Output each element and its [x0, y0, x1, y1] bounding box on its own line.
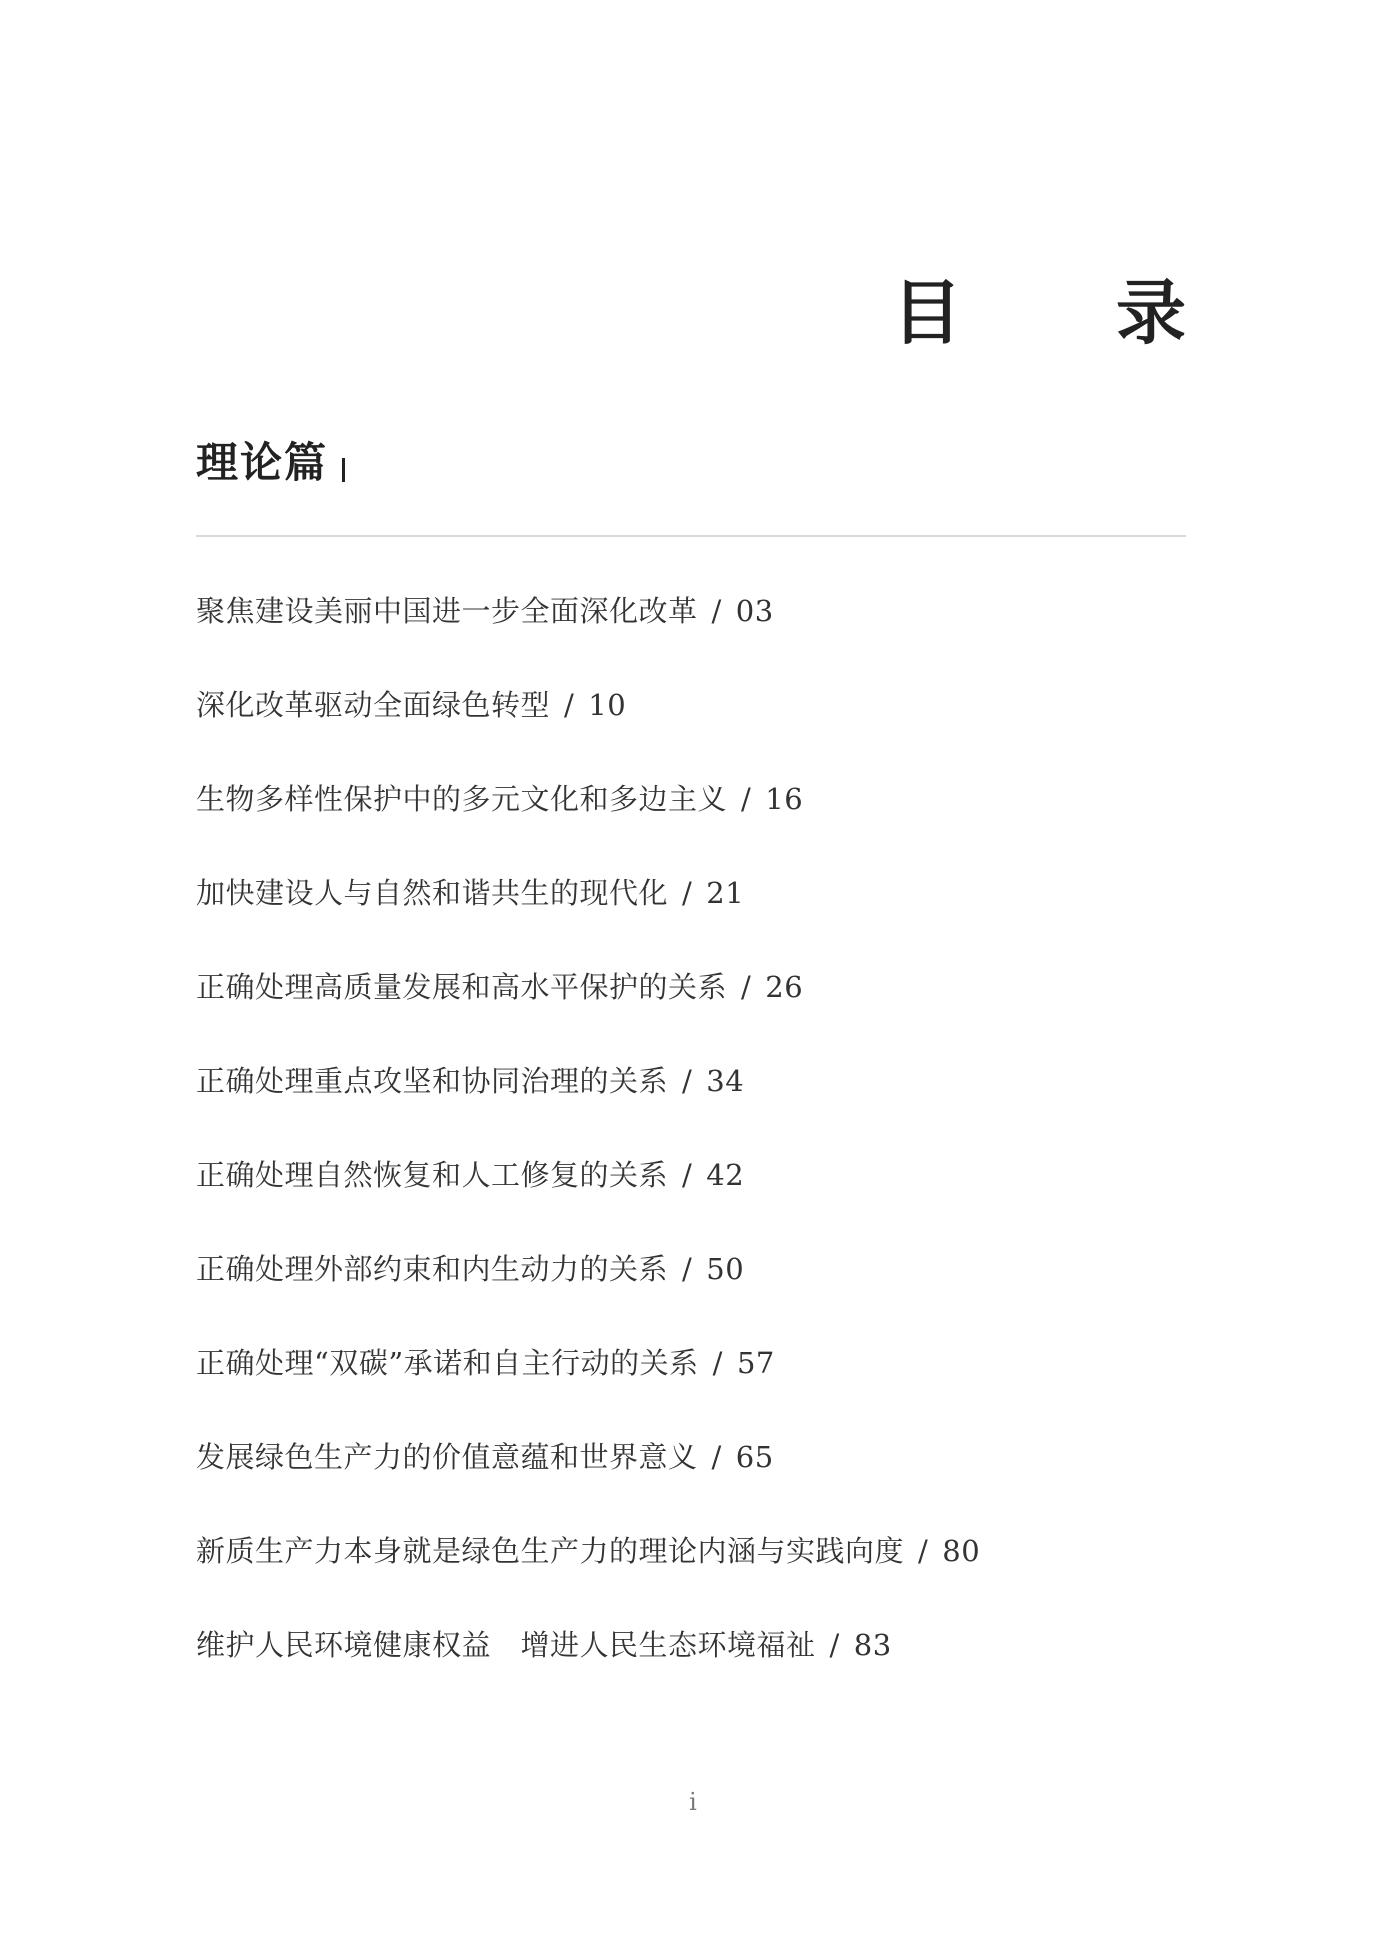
section-marker-bar: [342, 458, 345, 482]
toc-entry-page: 83: [853, 1628, 892, 1662]
toc-entry[interactable]: [196, 1343, 980, 1437]
toc-entry-title: 正确处理外部约束和内生动力的关系: [196, 1252, 669, 1286]
toc-entry[interactable]: [196, 685, 980, 779]
toc-entry-separator: /: [682, 876, 693, 910]
toc-entry-page: 42: [706, 1158, 745, 1192]
toc-entry-page: 65: [735, 1440, 774, 1474]
section-divider: [196, 535, 1186, 537]
toc-list: [196, 591, 980, 1719]
toc-entry-page: 21: [706, 876, 745, 910]
toc-entry-separator: /: [918, 1534, 929, 1568]
toc-entry-separator: /: [682, 1158, 693, 1192]
page-number: i: [689, 1788, 697, 1816]
toc-entry-title: 正确处理重点攻坚和协同治理的关系: [196, 1064, 669, 1098]
toc-entry-title: 维护人民环境健康权益 增进人民生态环境福祉: [196, 1628, 816, 1662]
toc-entry-page: 80: [942, 1534, 981, 1568]
toc-entry[interactable]: [196, 1249, 980, 1343]
toc-entry-title: 加快建设人与自然和谐共生的现代化: [196, 876, 669, 910]
toc-entry-page: 50: [706, 1252, 745, 1286]
toc-entry-separator: /: [682, 1252, 693, 1286]
toc-entry[interactable]: [196, 1531, 980, 1625]
section-heading: [196, 438, 345, 487]
toc-entry-title: 发展绿色生产力的价值意蕴和世界意义: [196, 1440, 698, 1474]
toc-entry-page: 57: [736, 1346, 775, 1380]
toc-entry[interactable]: [196, 1061, 980, 1155]
toc-entry[interactable]: [196, 1437, 980, 1531]
toc-entry-page: 34: [706, 1064, 745, 1098]
toc-entry-separator: /: [711, 594, 722, 628]
toc-entry-separator: /: [741, 782, 752, 816]
toc-entry-separator: /: [682, 1064, 693, 1098]
toc-entry-title: 生物多样性保护中的多元文化和多边主义: [196, 782, 728, 816]
toc-entry-page: 26: [765, 970, 804, 1004]
toc-entry-title: 深化改革驱动全面绿色转型: [196, 688, 551, 722]
toc-entry-separator: /: [829, 1628, 840, 1662]
toc-entry-page: 03: [735, 594, 774, 628]
toc-entry-separator: /: [741, 970, 752, 1004]
toc-entry-title: 正确处理高质量发展和高水平保护的关系: [196, 970, 728, 1004]
toc-entry[interactable]: [196, 1625, 980, 1719]
toc-entry[interactable]: [196, 967, 980, 1061]
toc-entry-separator: /: [711, 1440, 722, 1474]
toc-entry-separator: /: [712, 1346, 723, 1380]
toc-entry-separator: /: [564, 688, 575, 722]
toc-entry-title: 新质生产力本身就是绿色生产力的理论内涵与实践向度: [196, 1534, 905, 1568]
toc-entry-page: 10: [588, 688, 627, 722]
toc-entry-title: 聚焦建设美丽中国进一步全面深化改革: [196, 594, 698, 628]
toc-entry[interactable]: [196, 779, 980, 873]
toc-entry[interactable]: [196, 873, 980, 967]
page-title: 目 录: [892, 271, 1228, 354]
toc-entry-title: 正确处理“双碳”承诺和自主行动的关系: [196, 1346, 699, 1380]
toc-entry[interactable]: [196, 1155, 980, 1249]
toc-entry-page: 16: [765, 782, 804, 816]
section-title: 理论篇: [196, 438, 329, 487]
toc-entry-title: 正确处理自然恢复和人工修复的关系: [196, 1158, 669, 1192]
toc-entry[interactable]: [196, 591, 980, 685]
